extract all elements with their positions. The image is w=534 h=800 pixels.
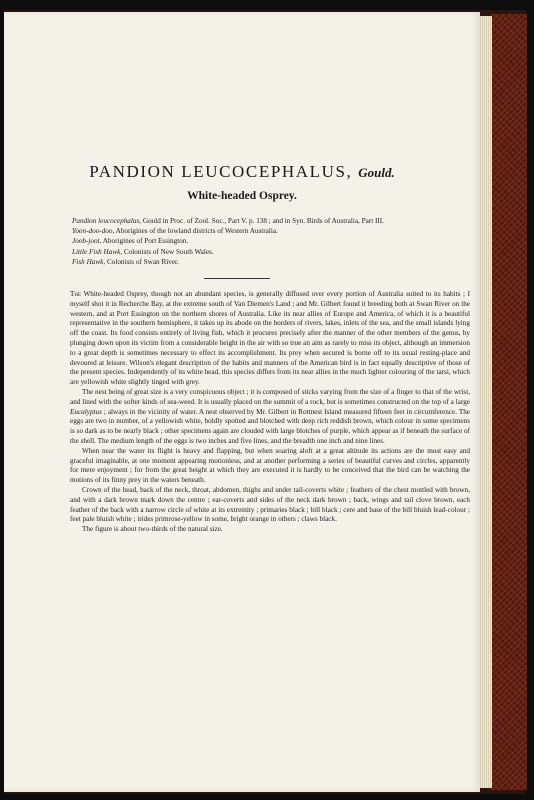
book	[4, 10, 526, 794]
species-author: Gould.	[358, 165, 395, 180]
paragraph: Crown of the head, back of the neck, throat, abdomen, thighs and under tail-coverts white ; feathers of the chest mottled with brown, and with a dark brown mark down the centre ; ear-coverts and sides of the neck dark brown ; back, wings and tail clove brown, each feather of the back with a narrow circle of white at its extremity ; primaries black ; bill black ; cere and base of the bill bluish lead-colour ; feet pale bluish white ; irides primrose-yellow in some, bright orange in others ; claws black.	[70, 485, 470, 524]
synonyms-list	[72, 216, 472, 267]
page-stack	[478, 16, 492, 788]
paragraph: The figure is about two-thirds of the natural size.	[82, 525, 223, 534]
synonym-line: Yoon-doo-doo, Aborigines of the lowland districts of Western Australia.	[72, 227, 278, 236]
synonym-line: Joob-joot, Aborigines of Port Essington.	[72, 237, 189, 246]
synonym-line: Fish Hawk, Colonists of Swan River.	[72, 257, 179, 266]
species-title	[4, 162, 480, 182]
paragraph: The nest being of great size is a very conspicuous object ; it is composed of sticks varying from the size of a finger to that of the wrist, and lined with the softer kinds of sea-weed. It is usually placed on the summit of a rock, but is sometimes constructed on the top of a large Eucalyptus ; always in the vicinity of water. A nest observed by Mr. Gilbert in Rottnest Island measured fifteen feet in circumference. The eggs are two in number, of a yellowish white, boldly spotted and blotched with deep rich reddish brown, which colour in some specimens is so dark as to be nearly black ; other specimens again are clouded with large blotches of purple, which appear as if beneath the surface of the shell. The medium length of the eggs is two inches and five lines, and the breadth one inch and nine lines.	[70, 387, 470, 445]
species-name: PANDION LEUCOCEPHALUS,	[89, 162, 353, 181]
paragraph: When near the water its flight is heavy and flapping, but when soaring aloft at a great altitude its actions are the most easy and graceful imaginable, at one moment appearing motionless, and at another performing a series of beautiful curves and circles, apparently for mere enjoyment ; for from the great height at which they are executed it is hardly to be conceived that the bird can be watching the motions of its finny prey in the waters beneath.	[70, 446, 470, 485]
divider-rule	[204, 278, 270, 279]
common-name: White-headed Osprey.	[187, 190, 297, 202]
paragraph: The White-headed Osprey, though not an abundant species, is generally diffused over every portion of Australia suited to its habits ; I myself shot it in Recherche Bay, at the extreme south of Van Diemen's Land ; and Mr. Gilbert found it breeding both at Swan River on the western, and at Port Essington on the northern shores of Australia. Like its near allies of Europe and America, of which it is a beautiful representative in the southern hemisphere, it takes up its abode on the borders of rivers, lakes, inlets of the sea, and the small islands lying off the coast. Its food consists entirely of living fish, which it procures precisely after the manner of the other members of the genus, by plunging down upon its victim from a considerable height in the air with so true an aim as rarely to miss its object, although an immersion to a great depth is sometimes necessary to effect its accomplishment. Its prey when secured is borne off to its usual resting-place and devoured at leisure. Wilson's elegant description of the habits and manners of the American bird is in fact equally descriptive of those of the present species. Independently of its white head, this species differs from its near allies in the much lighter colouring of the tarsi, which are yellowish white slightly tinged with grey.	[70, 290, 470, 387]
synonym-line: Little Fish Hawk, Colonists of New South Wales.	[72, 247, 214, 256]
page	[4, 12, 480, 792]
synonym-line: Pandion leucocephalus, Gould in Proc. of Zool. Soc., Part V. p. 138 ; and in Syn. Birds of Australia, Part III.	[72, 217, 384, 225]
book-edge	[490, 14, 527, 790]
body-text	[70, 290, 470, 535]
